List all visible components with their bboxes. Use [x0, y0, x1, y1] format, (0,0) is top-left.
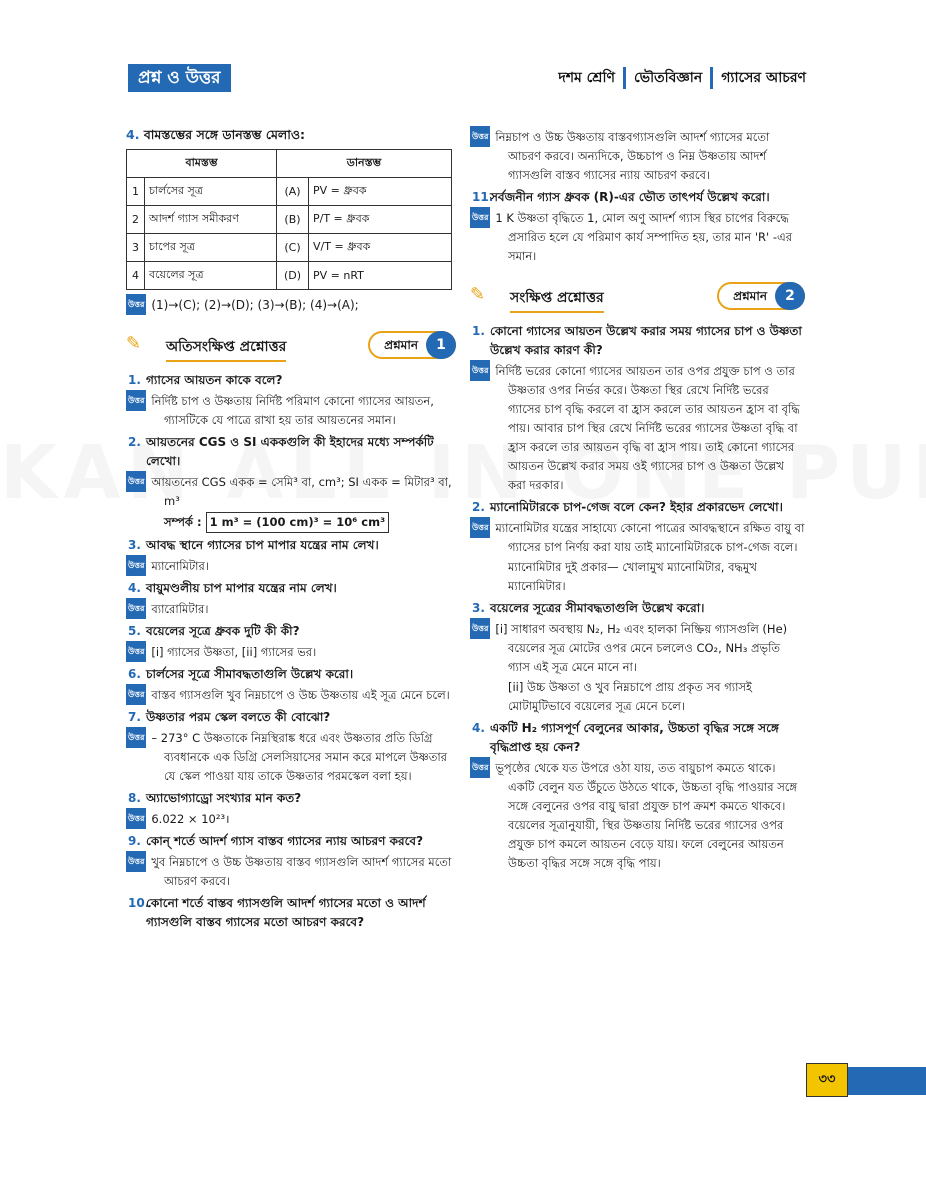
right-item: V/T = ধ্রুবক	[309, 234, 452, 262]
subject-label: ভৌতবিজ্ঞান	[633, 70, 703, 86]
question-number: 3.	[472, 601, 485, 615]
qa-item	[126, 536, 456, 576]
answer-tag: উত্তর	[126, 684, 146, 705]
qa-item	[126, 894, 456, 932]
question-number: 10.	[128, 896, 150, 910]
question-number: 11.	[472, 190, 494, 204]
question-text: বয়েলের সূত্রের সীমাবদ্ধতাগুলি উল্লেখ করো।	[490, 601, 705, 615]
qa-item	[470, 322, 805, 495]
qa-item	[126, 708, 456, 786]
question-number: 6.	[128, 667, 141, 681]
running-header	[558, 66, 806, 90]
question-text: অ্যাভোগ্যাড্রো সংখ্যার মান কত?	[146, 791, 302, 805]
answer-tag: উত্তর	[470, 517, 490, 538]
question-number: 7.	[128, 710, 141, 724]
question-text: একটি H₂ গ্যাসপূর্ণ বেলুনের আকার, উচ্চতা বৃদ্ধির সঙ্গে সঙ্গে বৃদ্ধিপ্রাপ্ত হয় কেন?	[490, 721, 779, 754]
answer-text: নির্দিষ্ট ভরের কোনো গ্যাসের আয়তন তার ওপর প্রযুক্ত চাপ ও তার উষ্ণতার ওপর নির্ভর করে। উষ্ণতা স্থির রেখে নির্দিষ্ট ভরের গ্যাসের চাপ বৃদ্ধি করলে বা হ্রাস করলে তার আয়তন হ্রাস বা বৃদ্ধি পায়। আবার চাপ স্থির রেখে নির্দিষ্ট ভরের গ্যাসের উষ্ণতা বৃদ্ধি বা হ্রাস করলে তার আয়তন বৃদ্ধি বা হ্রাস পায়। তাই কোনো গ্যাসের আয়তন উল্লেখ করার সময় ওই গ্যাসের চাপ ও উষ্ণতা উল্লেখ করা দরকার।	[495, 364, 800, 492]
answer-tag: উত্তর	[126, 851, 146, 872]
left-column-header: বামস্তম্ভ	[127, 150, 277, 178]
question-text: উষ্ণতার পরম স্কেল বলতে কী বোঝো?	[146, 710, 331, 724]
qa-item	[470, 719, 805, 873]
marks-pill	[717, 282, 805, 310]
section-heading	[470, 280, 805, 314]
qa-item	[126, 665, 456, 705]
question-text: কোনো গ্যাসের আয়তন উল্লেখ করার সময় গ্যাসের চাপ ও উষ্ণতা উল্লেখ করার কারণ কী?	[490, 324, 802, 357]
match-answer	[126, 294, 456, 315]
question-text: সর্বজনীন গ্যাস ধ্রুবক (R)-এর ভৌত তাৎপর্য উল্লেখ করো।	[490, 190, 770, 204]
section-title: সংক্ষিপ্ত প্রশ্নোত্তর	[510, 286, 604, 313]
answer-text: 6.022 × 10²³।	[151, 812, 230, 826]
question-text: আয়তনের CGS ও SI এককগুলি কী ইহাদের মধ্যে সম্পর্কটি লেখো।	[146, 435, 434, 468]
table-row	[127, 262, 452, 290]
answer-tag: উত্তর	[126, 294, 146, 315]
header-separator	[710, 67, 713, 89]
row-number: 2	[127, 206, 145, 234]
answer-text-continued: [ii] উচ্চ উষ্ণতা ও খুব নিম্নচাপে প্রায় প্রকৃত সব গ্যাসই মোটামুটিভাবে বয়েলের সূত্র মেনে চলে।	[508, 680, 752, 713]
question-number: 1.	[128, 373, 141, 387]
row-number: 1	[127, 178, 145, 206]
question-text: আবদ্ধ স্থানে গ্যাসের চাপ মাপার যন্ত্রের নাম লেখ।	[146, 538, 379, 552]
right-item: PV = nRT	[309, 262, 452, 290]
qa-item	[126, 622, 456, 662]
question-number: 4.	[126, 127, 140, 142]
question-text: ম্যানোমিটারকে চাপ-গেজ বলে কেন? ইহার প্রকারভেদ লেখো।	[490, 500, 783, 514]
right-key: (B)	[277, 206, 309, 234]
answer-tag: উত্তর	[470, 757, 490, 778]
match-table	[126, 149, 452, 290]
relation-label: সম্পর্ক :	[164, 515, 202, 529]
right-key: (C)	[277, 234, 309, 262]
question-number: 4.	[472, 721, 485, 735]
marks-value: 1	[426, 331, 456, 359]
bulb-icon: ✎	[126, 333, 142, 354]
right-column-header: ডানস্তম্ভ	[277, 150, 452, 178]
question-number: 4.	[128, 581, 141, 595]
left-item: চাপের সূত্র	[145, 234, 277, 262]
qa-item	[470, 599, 805, 716]
answer-text-continued: ম্যানোমিটার দুই প্রকার— খোলামুখ ম্যানোমিটার, বদ্ধমুখ ম্যানোমিটার।	[508, 560, 757, 593]
bulb-icon: ✎	[470, 284, 486, 305]
match-question	[126, 126, 456, 143]
row-number: 3	[127, 234, 145, 262]
answer-tag: উত্তর	[470, 126, 490, 147]
answer-text: [i] সাধারণ অবস্থায় N₂, H₂ এবং হালকা নিষ্ক্রিয় গ্যাসগুলি (He) বয়েলের সূত্র মোটের ওপর মেনে চললেও CO₂, NH₃ প্রভৃতি গ্যাস এই সূত্র মেনে মানে না।	[495, 622, 788, 674]
answer-tag: উত্তর	[126, 641, 146, 662]
question-number: 1.	[472, 324, 485, 338]
answer-tag: উত্তর	[470, 360, 490, 381]
answer-tag: উত্তর	[126, 555, 146, 576]
relation-box: 1 m³ = (100 cm)³ = 10⁶ cm³	[206, 512, 390, 533]
marks-pill	[368, 331, 456, 359]
answer-tag: উত্তর	[126, 808, 146, 829]
answer-text: ব্যারোমিটার।	[151, 602, 209, 616]
left-item: চার্লসের সূত্র	[145, 178, 277, 206]
question-text: বায়ুমণ্ডলীয় চাপ মাপার যন্ত্রের নাম লেখ।	[146, 581, 337, 595]
page-number: ৩৩	[806, 1063, 848, 1097]
question-number: 8.	[128, 791, 141, 805]
question-number: 2.	[472, 500, 485, 514]
answer-tag: উত্তর	[126, 471, 146, 492]
question-text: বামস্তম্ভের সঙ্গে ডানস্তম্ভ মেলাও:	[143, 127, 306, 142]
marks-label: প্রশ্নমান	[733, 289, 767, 303]
question-number: 2.	[128, 435, 141, 449]
question-text: চার্লসের সূত্রে সীমাবদ্ধতাগুলি উল্লেখ করো।	[146, 667, 354, 681]
answer-tag: উত্তর	[126, 727, 146, 748]
marks-value: 2	[775, 282, 805, 310]
table-row	[127, 206, 452, 234]
answer-tag: উত্তর	[470, 207, 490, 228]
table-row	[127, 178, 452, 206]
answer-text: আয়তনের CGS একক = সেমি³ বা, cm³; SI একক = মিটার³ বা, m³	[151, 475, 452, 508]
answer-text: বাস্তব গ্যাসগুলি খুব নিম্নচাপে ও উচ্চ উষ্ণতায় এই সূত্র মেনে চলে।	[151, 688, 450, 702]
question-text: গ্যাসের আয়তন কাকে বলে?	[146, 373, 283, 387]
header-separator	[623, 67, 626, 89]
section-badge: প্রশ্ন ও উত্তর	[128, 64, 231, 92]
right-key: (D)	[277, 262, 309, 290]
answer-text: ভূপৃষ্ঠের থেকে যত উপরে ওঠা যায়, তত বায়ুচাপ কমতে থাকে। একটি বেলুন যত উঁচুতে উঠতে থাকে, উচ্চতা বৃদ্ধি পাওয়ার সঙ্গে সঙ্গে বেলুনের ওপর বায়ু দ্বারা প্রযুক্ত চাপ ক্রমশ কমতে থাকবে। বয়েলের সূত্রানুযায়ী, স্থির উষ্ণতায় নির্দিষ্ট ভরের গ্যাসের ওপর প্রযুক্ত চাপ কমলে আয়তন বেড়ে যায়। ফলে বেলুনের আয়তন উচ্চতা বৃদ্ধির সঙ্গে সঙ্গে বৃদ্ধি পায়।	[495, 761, 798, 870]
class-label: দশম শ্রেণি	[558, 70, 615, 86]
qa-item	[126, 371, 456, 430]
question-text: কোনো শর্তে বাস্তব গ্যাসগুলি আদর্শ গ্যাসের মতো ও আদর্শ গ্যাসগুলি বাস্তব গ্যাসের মতো আচরণ করবে?	[146, 896, 426, 929]
qa-item	[126, 789, 456, 829]
answer-text: – 273° C উষ্ণতাকে নিম্নস্থিরাঙ্ক ধরে এবং উষ্ণতার প্রতি ডিগ্রি ব্যবধানকে এক ডিগ্রি সেলসিয়াসের সমান করে মাপলে উষ্ণতার যে স্কেল পাওয়া যায় তাকে উষ্ণতার পরমস্কেল বলা হয়।	[151, 731, 447, 783]
qa-item	[126, 433, 456, 533]
answer-tag: উত্তর	[126, 598, 146, 619]
question-number: 5.	[128, 624, 141, 638]
right-item: PV = ধ্রুবক	[309, 178, 452, 206]
qa-item	[126, 579, 456, 619]
right-item: P/T = ধ্রুবক	[309, 206, 452, 234]
answer-text: নিম্নচাপ ও উচ্চ উষ্ণতায় বাস্তবগ্যাসগুলি আদর্শ গ্যাসের মতো আচরণ করবে। অন্যদিকে, উচ্চচাপ ও নিম্ন উষ্ণতায় আদর্শ গ্যাসগুলি বাস্তব গ্যাসের ন্যায় আচরণ করবে।	[495, 130, 770, 182]
right-key: (A)	[277, 178, 309, 206]
section-title: অতিসংক্ষিপ্ত প্রশ্নোত্তর	[166, 335, 286, 362]
table-row	[127, 234, 452, 262]
left-item: বয়েলের সূত্র	[145, 262, 277, 290]
qa-item	[126, 832, 456, 891]
row-number: 4	[127, 262, 145, 290]
answer-text: [i] গ্যাসের উষ্ণতা, [ii] গ্যাসের ভর।	[151, 645, 317, 659]
answer-text: (1)→(C); (2)→(D); (3)→(B); (4)→(A);	[151, 298, 359, 312]
answer-tag: উত্তর	[126, 390, 146, 411]
left-item: আদর্শ গ্যাস সমীকরণ	[145, 206, 277, 234]
question-text: বয়েলের সূত্রে ধ্রুবক দুটি কী কী?	[146, 624, 300, 638]
qa-item	[470, 498, 805, 596]
answer-text: ম্যানোমিটার।	[151, 559, 209, 573]
question-number: 9.	[128, 834, 141, 848]
answer-text: খুব নিম্নচাপে ও উচ্চ উষ্ণতায় বাস্তব গ্যাসগুলি আদর্শ গ্যাসের মতো আচরণ করবে।	[151, 855, 452, 888]
right-column	[470, 126, 805, 874]
section-heading	[126, 329, 456, 363]
question-text: কোন্ শর্তে আদর্শ গ্যাস বাস্তব গ্যাসের ন্যায় আচরণ করবে?	[146, 834, 424, 848]
question-number: 3.	[128, 538, 141, 552]
page-number-bar	[848, 1067, 926, 1095]
answer-text: ম্যানোমিটার যন্ত্রের সাহায্যে কোনো পাত্রের আবদ্ধস্থানে রক্ষিত বায়ু বা গ্যাসের চাপ নির্ণয় করা যায় তাই ম্যানোমিটারকে চাপ-গেজ বলে।	[495, 521, 805, 554]
answer-tag: উত্তর	[470, 618, 490, 639]
answer-text: 1 K উষ্ণতা বৃদ্ধিতে 1, মোল অণু আদর্শ গ্যাস স্থির চাপের বিরুদ্ধে প্রসারিত হলে যে পরিমাণ কার্য সম্পাদিত হয়, তার মান 'R' -এর সমান।	[495, 211, 793, 263]
left-column	[126, 126, 456, 932]
answer-text: নির্দিষ্ট চাপ ও উষ্ণতায় নির্দিষ্ট পরিমাণ কোনো গ্যাসের আয়তন, গ্যাসটিকে যে পাত্রে রাখা হয় তার আয়তনের সমান।	[151, 394, 434, 427]
marks-label: প্রশ্নমান	[384, 338, 418, 352]
chapter-label: গ্যাসের আচরণ	[721, 70, 806, 86]
